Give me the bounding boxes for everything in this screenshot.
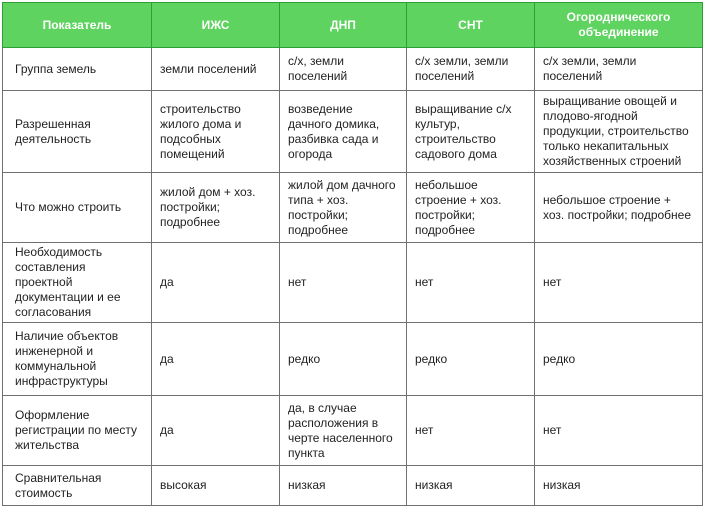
cell-izhs: высокая	[152, 466, 280, 506]
table-row	[3, 466, 703, 506]
table-row	[3, 48, 703, 91]
header-row	[3, 3, 703, 48]
cell-izhs: да	[152, 323, 280, 396]
header-indicator: Показатель	[3, 3, 152, 48]
cell-izhs: земли поселений	[152, 48, 280, 91]
cell-izhs: да	[152, 243, 280, 323]
cell-snt: небольшое строение + хоз. постройки; подробнее	[407, 173, 535, 243]
cell-garden: небольшое строение + хоз. постройки; подробнее	[535, 173, 703, 243]
cell-snt: нет	[407, 243, 535, 323]
cell-dnp: нет	[280, 243, 407, 323]
cell-dnp: да, в случае расположения в черте населенного пункта	[280, 396, 407, 466]
cell-garden: нет	[535, 243, 703, 323]
cell-snt: редко	[407, 323, 535, 396]
cell-garden: редко	[535, 323, 703, 396]
table-row	[3, 173, 703, 243]
cell-izhs: да	[152, 396, 280, 466]
cell-izhs: строительство жилого дома и подсобных помещений	[152, 91, 280, 173]
cell-snt: с/х земли, земли поселений	[407, 48, 535, 91]
cell-izhs: жилой дом + хоз. постройки; подробнее	[152, 173, 280, 243]
row-label: Группа земель	[3, 48, 152, 91]
cell-garden: выращивание овощей и плодово-ягодной продукции, строительство только некапитальных хозяйственных строений	[535, 91, 703, 173]
table-row	[3, 396, 703, 466]
row-label: Что можно строить	[3, 173, 152, 243]
cell-snt: выращивание с/х культур, строительство садового дома	[407, 91, 535, 173]
cell-dnp: низкая	[280, 466, 407, 506]
cell-dnp: жилой дом дачного типа + хоз. постройки; подробнее	[280, 173, 407, 243]
cell-dnp: с/х, земли поселений	[280, 48, 407, 91]
row-label: Разрешенная деятельность	[3, 91, 152, 173]
cell-garden: с/х земли, земли поселений	[535, 48, 703, 91]
cell-garden: низкая	[535, 466, 703, 506]
header-snt: СНТ	[407, 3, 535, 48]
table-row	[3, 91, 703, 173]
table-row	[3, 323, 703, 396]
row-label: Сравнительная стоимость	[3, 466, 152, 506]
row-label: Оформление регистрации по месту жительства	[3, 396, 152, 466]
cell-dnp: возведение дачного домика, разбивка сада и огорода	[280, 91, 407, 173]
row-label: Необходимость составления проектной документации и ее согласования	[3, 243, 152, 323]
table-row	[3, 243, 703, 323]
header-dnp: ДНП	[280, 3, 407, 48]
land-comparison-table	[2, 2, 703, 506]
cell-garden: нет	[535, 396, 703, 466]
header-garden-association: Огороднического объединение	[535, 3, 703, 48]
cell-snt: низкая	[407, 466, 535, 506]
header-izhs: ИЖС	[152, 3, 280, 48]
row-label: Наличие объектов инженерной и коммунальной инфраструктуры	[3, 323, 152, 396]
cell-snt: нет	[407, 396, 535, 466]
cell-dnp: редко	[280, 323, 407, 396]
comparison-table-wrapper	[2, 2, 703, 506]
